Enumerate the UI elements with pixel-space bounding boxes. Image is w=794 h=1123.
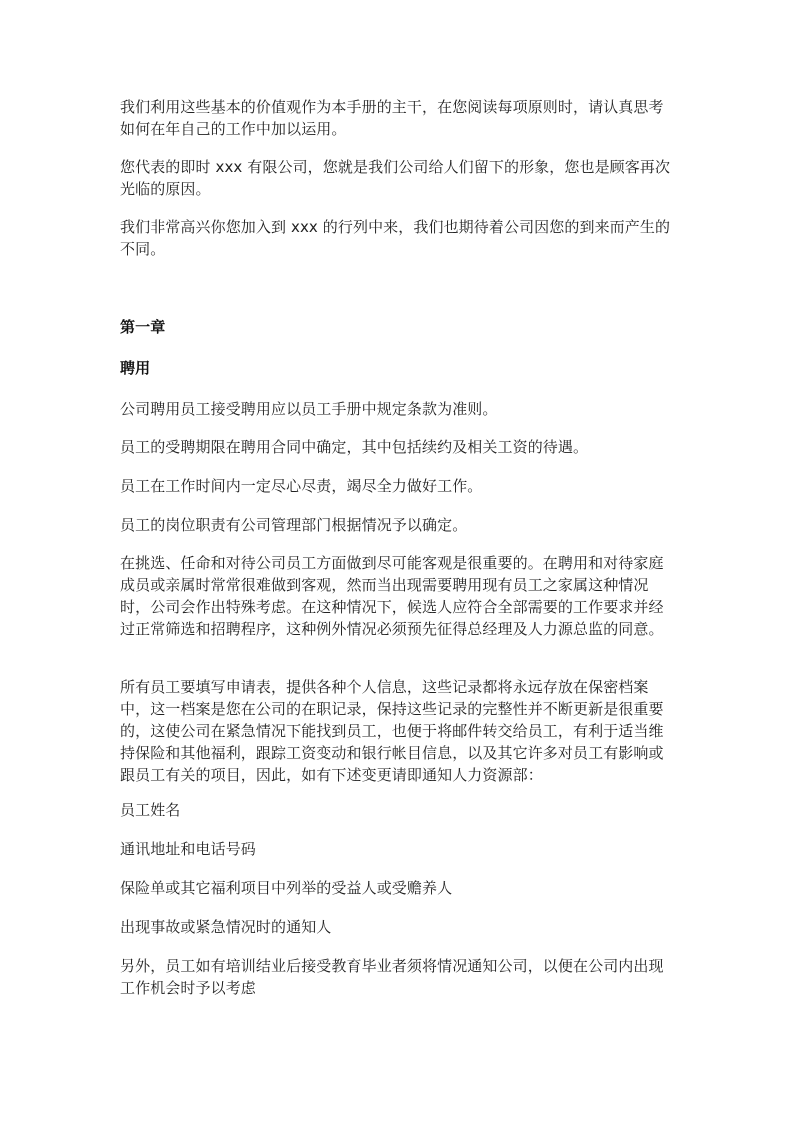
list-item: 通讯地址和电话号码: [120, 840, 256, 858]
body-paragraph-6: 所有员工要填写申请表，提供各种个人信息，这些记录都将永远存放在保密档案中，这一档案是您在公司的在职记录，保持这些记录的完整性并不断更新是很重要的，这使公司在紧急情况下能找到员工，也便于将邮件转交给员工，有利于适当维持保险和其他福利，跟踪工资变动和银行帐目信息，以及其它许多对员工有影响或跟员工有关的项目，因此，如有下述变更请即通知人力资源部：: [120, 678, 664, 784]
list-item: 出现事故或紧急情况时的通知人: [120, 918, 332, 936]
intro-paragraph-2: 您代表的即时 xxx 有限公司，您就是我们公司给人们留下的形象，您也是顾客再次光临的原因。: [120, 158, 671, 198]
body-paragraph-4: 员工的岗位职责有公司管理部门根据情况予以确定。: [120, 516, 468, 534]
body-paragraph-1: 公司聘用员工接受聘用应以员工手册中规定条款为准则。: [120, 400, 498, 418]
list-item: 保险单或其它福利项目中列举的受益人或受赡养人: [120, 879, 453, 897]
list-item: 员工姓名: [120, 801, 181, 819]
body-paragraph-7: 另外，员工如有培训结业后接受教育毕业者须将情况通知公司，以便在公司内出现工作机会时予以考虑: [120, 957, 664, 997]
chapter-number: 第一章: [120, 318, 166, 336]
body-paragraph-5: 在挑选、任命和对待公司员工方面做到尽可能客观是很重要的。在聘用和对待家庭成员或亲属时常常很难做到客观，然而当出现需要聘用现有员工之家属这种情况时，公司会作出特殊考虑。在这种情况下，候选人应符合全部需要的工作要求并经过正常筛选和招聘程序，这种例外情况必须预先征得总经理及人力源总监的同意。: [120, 554, 664, 638]
intro-paragraph-3: 我们非常高兴你您加入到 xxx 的行列中来，我们也期待着公司因您的到来而产生的不同。: [120, 218, 671, 258]
intro-paragraph-1: 我们利用这些基本的价值观作为本手册的主干，在您阅读每项原则时，请认真思考如何在年自己的工作中加以运用。: [120, 98, 664, 138]
body-paragraph-3: 员工在工作时间内一定尽心尽责，竭尽全力做好工作。: [120, 477, 483, 495]
chapter-title: 聘用: [120, 359, 151, 377]
body-paragraph-2: 员工的受聘期限在聘用合同中确定，其中包括续约及相关工资的待遇。: [120, 438, 589, 456]
